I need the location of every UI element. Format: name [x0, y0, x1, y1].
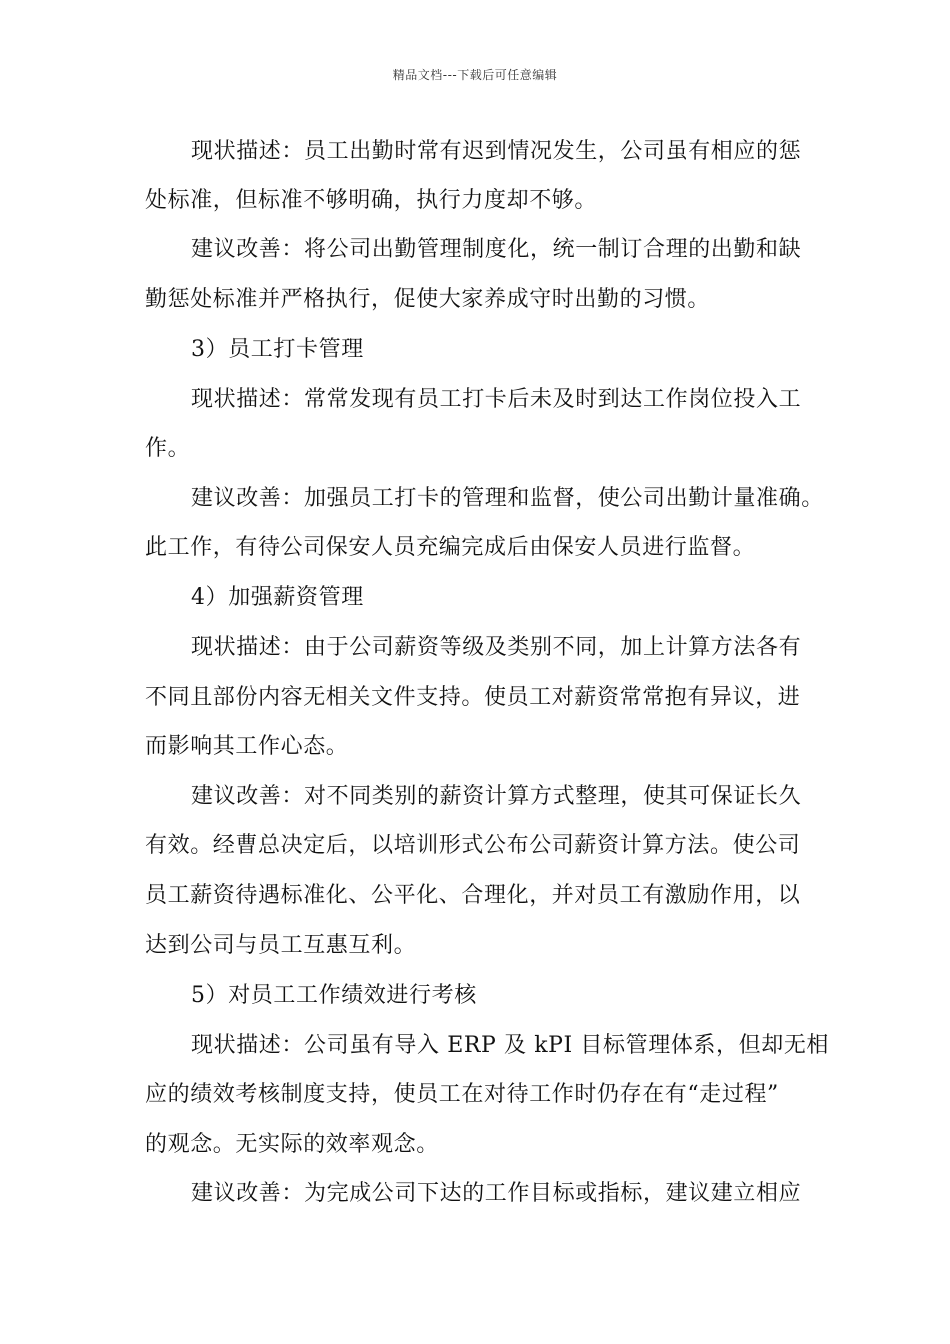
paragraph-line: 建议改善：将公司出勤管理制度化，统一制订合理的出勤和缺 — [191, 237, 802, 262]
paragraph-line: 有效。经曹总决定后，以培训形式公布公司薪资计算方法。使公司 — [145, 833, 801, 858]
paragraph-line: 建议改善：为完成公司下达的工作目标或指标，建议建立相应 — [191, 1181, 802, 1206]
paragraph-line: 不同且部份内容无相关文件支持。使员工对薪资常常抱有异议，进 — [145, 685, 801, 710]
paragraph-line: 员工薪资待遇标准化、公平化、合理化，并对员工有激励作用，以 — [145, 883, 801, 908]
paragraph-line: 建议改善：加强员工打卡的管理和监督，使公司出勤计量准确。 — [191, 486, 824, 511]
page-header: 精品文档---下载后可任意编辑 — [392, 68, 558, 82]
section-heading: 4）加强薪资管理 — [191, 585, 364, 610]
section-heading: 5）对员工工作绩效进行考核 — [191, 983, 477, 1008]
paragraph-line: 此工作，有待公司保安人员充编完成后由保安人员进行监督。 — [145, 535, 756, 560]
paragraph-line: 应的绩效考核制度支持，使员工在对待工作时仍存在有“走过程” — [145, 1082, 779, 1107]
paragraph-line: 勤惩处标准并严格执行，促使大家养成守时出勤的习惯。 — [145, 287, 711, 312]
section-heading: 3）员工打卡管理 — [191, 337, 364, 362]
paragraph-line: 作。 — [145, 436, 191, 461]
paragraph-line: 现状描述：员工出勤时常有迟到情况发生，公司虽有相应的惩 — [191, 139, 802, 164]
paragraph-line: 现状描述：公司虽有导入 ERP 及 kPI 目标管理体系，但却无相 — [191, 1033, 830, 1058]
paragraph-line: 现状描述：由于公司薪资等级及类别不同，加上计算方法各有 — [191, 635, 802, 660]
paragraph-line: 现状描述：常常发现有员工打卡后未及时到达工作岗位投入工 — [191, 387, 802, 412]
paragraph-line: 建议改善：对不同类别的薪资计算方式整理，使其可保证长久 — [191, 784, 802, 809]
paragraph-line: 处标准，但标准不够明确，执行力度却不够。 — [145, 188, 598, 213]
paragraph-line: 的观念。无实际的效率观念。 — [145, 1132, 439, 1157]
paragraph-line: 达到公司与员工互惠互利。 — [145, 933, 417, 958]
paragraph-line: 而影响其工作心态。 — [145, 734, 349, 759]
